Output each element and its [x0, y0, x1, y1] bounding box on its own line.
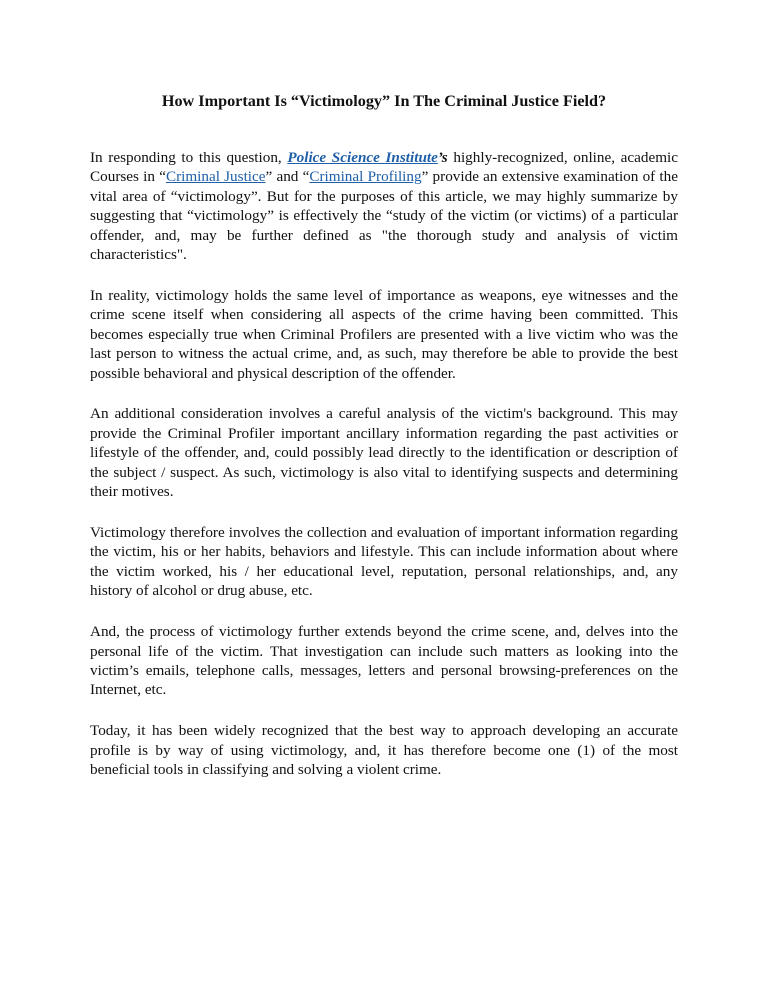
document-title: How Important Is “Victimology” In The Criminal Justice Field?: [161, 92, 607, 110]
p1-text-1: In responding to this question,: [90, 149, 288, 166]
paragraph-1: [90, 148, 678, 264]
document-body: [90, 148, 678, 801]
p1-text-5: ” provide an extensive examination of the vital area of “victimology”. But for the purposes of this article, we may highly summarize by suggesting that “victimology” is effectively the “study of the victim (or victims) of a particular offender, and, may be further defined as "the thorough study and analysis of victim characteristics".: [90, 168, 678, 264]
police-science-institute-link[interactable]: Police Science Institute: [287, 149, 438, 166]
paragraph-5: And, the process of victimology further extends beyond the crime scene, and, delves into the personal life of the victim. That investigation can include such matters as looking into the victim’s emails, telephone calls, messages, letters and personal browsing-preferences on the Internet, etc.: [90, 623, 678, 699]
p1-text-3: highly-recognized, online, academic Courses in “: [90, 149, 678, 186]
criminal-justice-link[interactable]: Criminal Justice: [165, 168, 266, 186]
paragraph-6: Today, it has been widely recognized that the best way to approach developing an accurate profile is by way of using victimology, and, it has therefore become one (1) of the most beneficial tools in classifying and solving a violent crime.: [90, 722, 678, 779]
paragraph-4: Victimology therefore involves the collection and evaluation of important information regarding the victim, his or her habits, behaviors and lifestyle. This can include information about where the victim worked, his / her educational level, reputation, personal relationships, and, any history of alcohol or drug abuse, etc.: [90, 524, 678, 600]
p1-possessive: ’s: [437, 149, 448, 166]
paragraph-3: An additional consideration involves a careful analysis of the victim's background. This may provide the Criminal Profiler important ancillary information regarding the past activities or lifestyle of the offender, and, could possibly lead directly to the identification or description of the subject / suspect. As such, victimology is also vital to identifying suspects and determining their motives.: [90, 405, 678, 501]
paragraph-2: In reality, victimology holds the same level of importance as weapons, eye witnesses and the crime scene itself when considering all aspects of the crime having been committed. This becomes especially true when Criminal Profilers are presented with a live victim who was the last person to witness the actual crime, and, as such, may therefore be able to provide the best possible behavioral and physical description of the offender.: [90, 286, 678, 382]
criminal-profiling-link[interactable]: Criminal Profiling: [309, 168, 422, 186]
p1-text-4: ” and “: [265, 168, 310, 186]
